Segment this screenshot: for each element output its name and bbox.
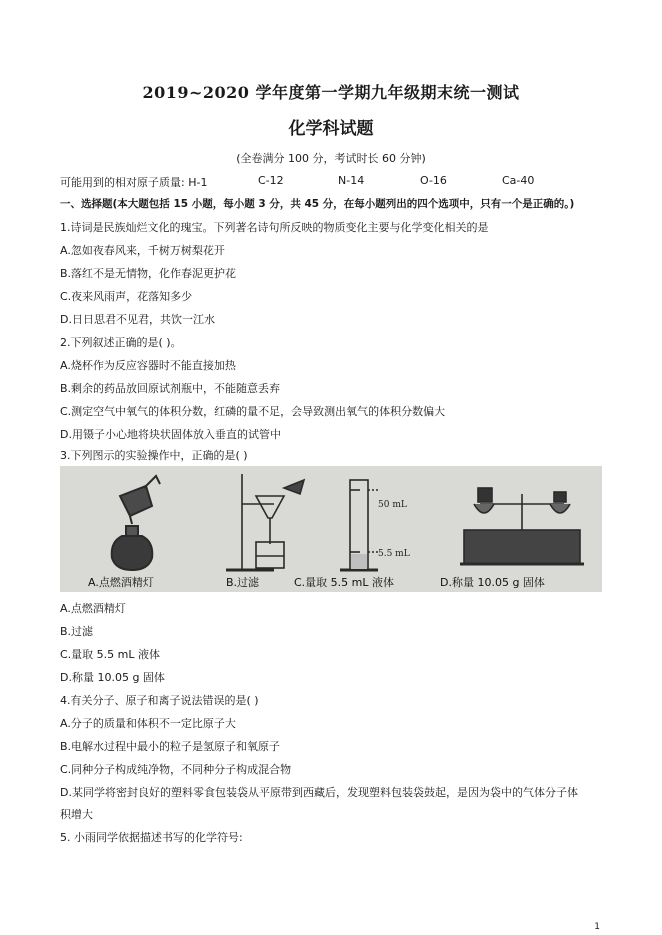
- section-heading: 一、选择题(本大题包括 15 小题，每小题 3 分，共 45 分，在每小题列出的四个选项中，只有一个是正确的。): [60, 198, 575, 210]
- question-4-option-d-continued: 积增大: [60, 808, 93, 821]
- exam-title: 2019~2020 学年度第一学期九年级期末统一测试: [142, 83, 520, 102]
- filtration-setup-icon: [226, 474, 304, 570]
- question-4-option-c: C.同种分子构成纯净物，不同种分子构成混合物: [60, 763, 292, 776]
- atomic-masses: [60, 174, 534, 190]
- atomic-mass-item: C-12: [258, 174, 284, 187]
- figure-label-a: A.点燃酒精灯: [88, 576, 154, 589]
- question-4-option-d: D.某同学将密封良好的塑料零食包装袋从平原带到西藏后，发现塑料包装袋鼓起，是因为袋中的气体分子体: [60, 786, 578, 799]
- figure-label-b: B.过滤: [226, 576, 260, 589]
- question-2-option-a: A.烧杯作为反应容器时不能直接加热: [60, 359, 236, 372]
- question-2-option-b: B.剩余的药品放回原试剂瓶中，不能随意丢弃: [60, 382, 281, 395]
- question-3-stem: 3.下列图示的实验操作中，正确的是( ): [60, 449, 248, 462]
- question-1-option-b: B.落红不是无情物，化作春泥更护花: [60, 267, 237, 280]
- question-2-option-c: C.测定空气中氧气的体积分数，红磷的量不足，会导致测出氧气的体积分数偏大: [60, 405, 446, 418]
- question-3-option-d: D.称量 10.05 g 固体: [60, 671, 165, 684]
- question-1-option-d: D.日日思君不见君，共饮一江水: [60, 313, 215, 326]
- question-1-option-a: A.忽如夜春风来，千树万树梨花开: [60, 244, 225, 257]
- balance-scale-icon: [460, 488, 584, 564]
- question-4-option-a: A.分子的质量和体积不一定比原子大: [60, 717, 236, 730]
- question-3-option-b: B.过滤: [60, 625, 94, 638]
- question-1-option-c: C.夜来风雨声，花落知多少: [60, 290, 193, 303]
- page-number: 1: [594, 922, 600, 932]
- atomic-masses-label: 可能用到的相对原子质量: H-1: [60, 176, 208, 189]
- exam-note: (全卷满分 100 分，考试时长 60 分钟): [236, 152, 426, 165]
- exam-subject: 化学科试题: [288, 119, 374, 139]
- cylinder-mark-top: 50 mL: [378, 500, 407, 510]
- lab-operations-figure: [60, 466, 602, 592]
- question-4-option-b: B.电解水过程中最小的粒子是氢原子和氧原子: [60, 740, 281, 753]
- question-5-stem: 5. 小雨同学依据描述书写的化学符号:: [60, 831, 243, 844]
- lab-operations-illustration: [60, 466, 602, 592]
- figure-label-c: C.量取 5.5 mL 液体: [294, 576, 395, 589]
- question-2-stem: 2.下列叙述正确的是( )。: [60, 336, 182, 349]
- atomic-mass-item: Ca-40: [502, 174, 535, 187]
- question-4-stem: 4.有关分子、原子和离子说法错误的是( ): [60, 694, 259, 707]
- graduated-cylinder-icon: [340, 480, 378, 570]
- question-1-stem: 1.诗词是民族灿烂文化的瑰宝。下列著名诗句所反映的物质变化主要与化学变化相关的是: [60, 221, 489, 234]
- atomic-mass-item: N-14: [338, 174, 365, 187]
- atomic-mass-item: O-16: [420, 174, 447, 187]
- question-3-option-c: C.量取 5.5 mL 液体: [60, 648, 161, 661]
- cylinder-mark-bottom: 5.5 mL: [378, 549, 410, 559]
- question-2-option-d: D.用镊子小心地将块状固体放入垂直的试管中: [60, 428, 281, 441]
- alcohol-lamp-icon: [112, 476, 160, 570]
- question-3-option-a: A.点燃酒精灯: [60, 602, 126, 615]
- figure-label-d: D.称量 10.05 g 固体: [440, 576, 545, 589]
